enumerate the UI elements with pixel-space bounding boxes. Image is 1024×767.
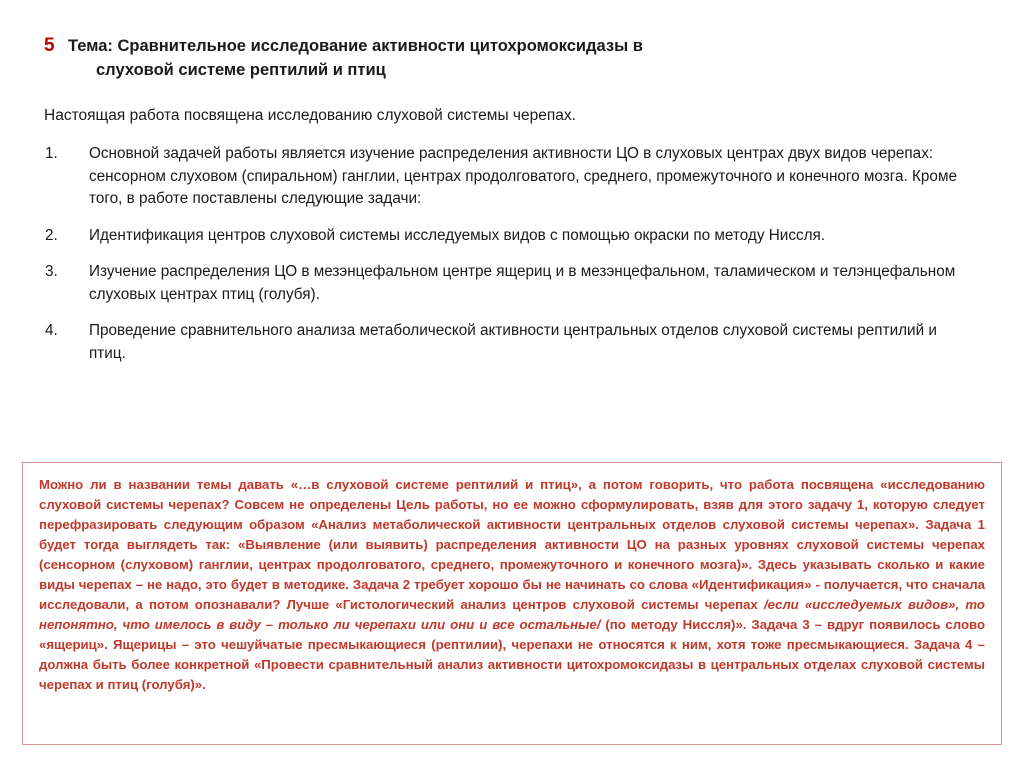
reviewer-comment-text bbox=[39, 475, 985, 695]
comment-part-2: (по методу Ниссля)». Задача 3 – вдруг появилось слово «ящериц». Ящерицы – это чешуйчатые пресмыкающиеся (рептилии), черепахи не относятся к ним, хотя тоже пресмыкающиеся. Задача 4 – должна быть более конкретной «Провести сравнительный анализ активности цитохромоксидазы в центральных отделах слуховой системы черепах и птиц (голубя)». bbox=[39, 617, 985, 692]
reviewer-comment-box bbox=[22, 462, 1002, 745]
list-item-number: 3. bbox=[45, 263, 58, 280]
slide-title-text bbox=[68, 34, 643, 82]
tasks-list bbox=[44, 143, 980, 365]
slide-title-line-2: слуховой системе рептилий и птиц bbox=[96, 61, 386, 79]
comment-italic-note: /если «исследуемых видов», то непонятно, что имелось в виду – только ли черепахи или они и все остальные/ bbox=[39, 597, 985, 632]
list-item bbox=[44, 225, 980, 248]
list-item bbox=[44, 143, 980, 211]
list-item-text: Идентификация центров слуховой системы исследуемых видов с помощью окраски по методу Ниссля. bbox=[89, 226, 826, 244]
list-item-text: Основной задачей работы является изучение распределения активности ЦО в слуховых центрах двух видов черепах: сенсорном слуховом (спиральном) ганглии, центрах продолговатого, среднего, промежуточного и конечного мозга. Кроме того, в работе поставлены следующие задачи: bbox=[89, 145, 957, 207]
list-item bbox=[44, 320, 980, 365]
slide-number: 5 bbox=[44, 35, 55, 56]
comment-part-1: Можно ли в названии темы давать «…в слуховой системе рептилий и птиц», а потом говорить, что работа посвящена «исследованию слуховой системы черепах? Совсем не определены Цель работы, но ее можно сформулировать, взяв для этого задачу 1, которую следует перефразировать следующим образом «Анализ метаболической активности центральных отделов слуховой системы черепах». Задача 1 будет тогда выглядеть так: «Выявление (или выявить) распределения активности ЦО на разных уровнях слуховой системы черепах (сенсорном (слуховом) ганглии, центрах продолговатого, среднего, промежуточного и конечного мозга)». Здесь указывать сколько и какие виды черепах – не надо, это будет в методике. Задача 2 требует хорошо бы не начинать со слова «Идентификация» - получается, что сначала исследовали, а потом опознавали? Лучше «Гистологический анализ центров слуховой системы черепах bbox=[39, 477, 985, 612]
intro-paragraph: Настоящая работа посвящена исследованию слуховой системы черепах. bbox=[44, 107, 576, 124]
list-item-number: 2. bbox=[45, 226, 58, 244]
list-item-number: 1. bbox=[45, 145, 58, 162]
slide-title bbox=[44, 34, 980, 82]
list-item-text: Изучение распределения ЦО в мезэнцефальном центре ящериц и в мезэнцефальном, таламическом и телэнцефальном слуховых центрах птиц (голубя). bbox=[89, 263, 956, 303]
slide-title-line-1: Тема: Сравнительное исследование активности цитохромоксидазы в bbox=[68, 37, 643, 55]
list-item-text: Проведение сравнительного анализа метаболической активности центральных отделов слуховой системы рептилий и птиц. bbox=[89, 322, 937, 362]
list-item-number: 4. bbox=[45, 322, 58, 339]
list-item bbox=[44, 261, 980, 306]
